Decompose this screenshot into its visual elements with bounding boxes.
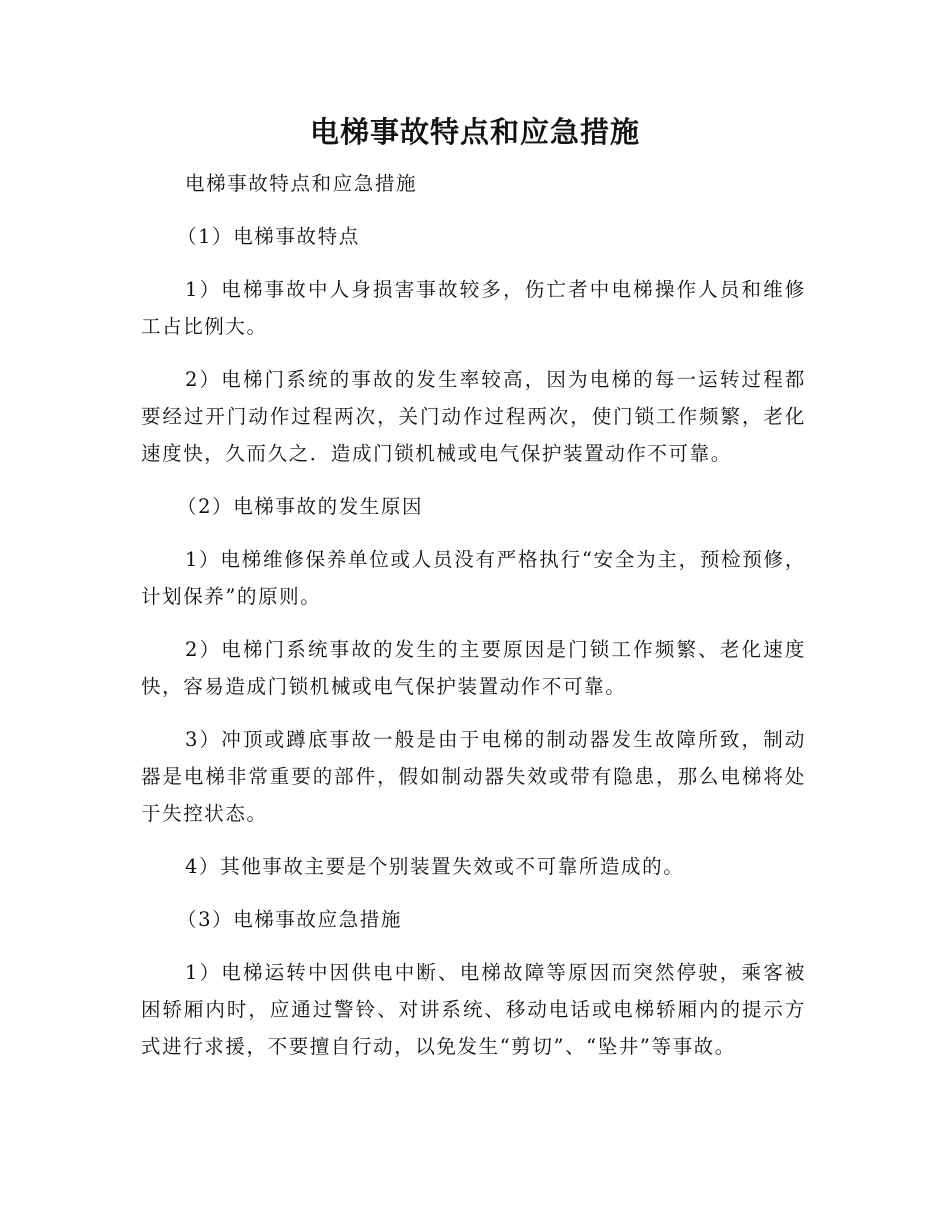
document-body [141,165,806,1081]
body-paragraph: 4）其他事故主要是个别装置失效或不可靠所造成的。 [185,855,685,878]
body-paragraph: 1）电梯运转中因供电中断、电梯故障等原因而突然停驶，乘客被困轿厢内时，应通过警铃、对讲系统、移动电话或电梯轿厢内的提示方式进行求援，不要擅自行动，以免发生“剪切”、“坠井”等事故。 [141,961,806,1058]
document-title: 电梯事故特点和应急措施 [309,115,640,149]
section-heading-3: （3）电梯事故应急措施 [177,908,403,931]
subtitle-paragraph: 电梯事故特点和应急措施 [185,172,418,195]
body-paragraph: 2）电梯门系统事故的发生的主要原因是门锁工作频繁、老化速度快，容易造成门锁机械或电气保护装置动作不可靠。 [141,638,806,698]
body-paragraph: 2）电梯门系统的事故的发生率较高，因为电梯的每一运转过程都要经过开门动作过程两次，关门动作过程两次，使门锁工作频繁，老化速度快，久而久之．造成门锁机械或电气保护装置动作不可靠。 [141,368,806,465]
body-paragraph: 1）电梯事故中人身损害事故较多，伤亡者中电梯操作人员和维修工占比例大。 [141,278,806,338]
body-paragraph: 1）电梯维修保养单位或人员没有严格执行“安全为主，预检预修，计划保养”的原则。 [141,548,806,608]
section-heading-2: （2）电梯事故的发生原因 [177,495,424,518]
section-heading-1: （1）电梯事故特点 [177,225,360,248]
body-paragraph: 3）冲顶或蹲底事故一般是由于电梯的制动器发生故障所致，制动器是电梯非常重要的部件，假如制动器失效或带有隐患，那么电梯将处于失控状态。 [141,728,806,825]
